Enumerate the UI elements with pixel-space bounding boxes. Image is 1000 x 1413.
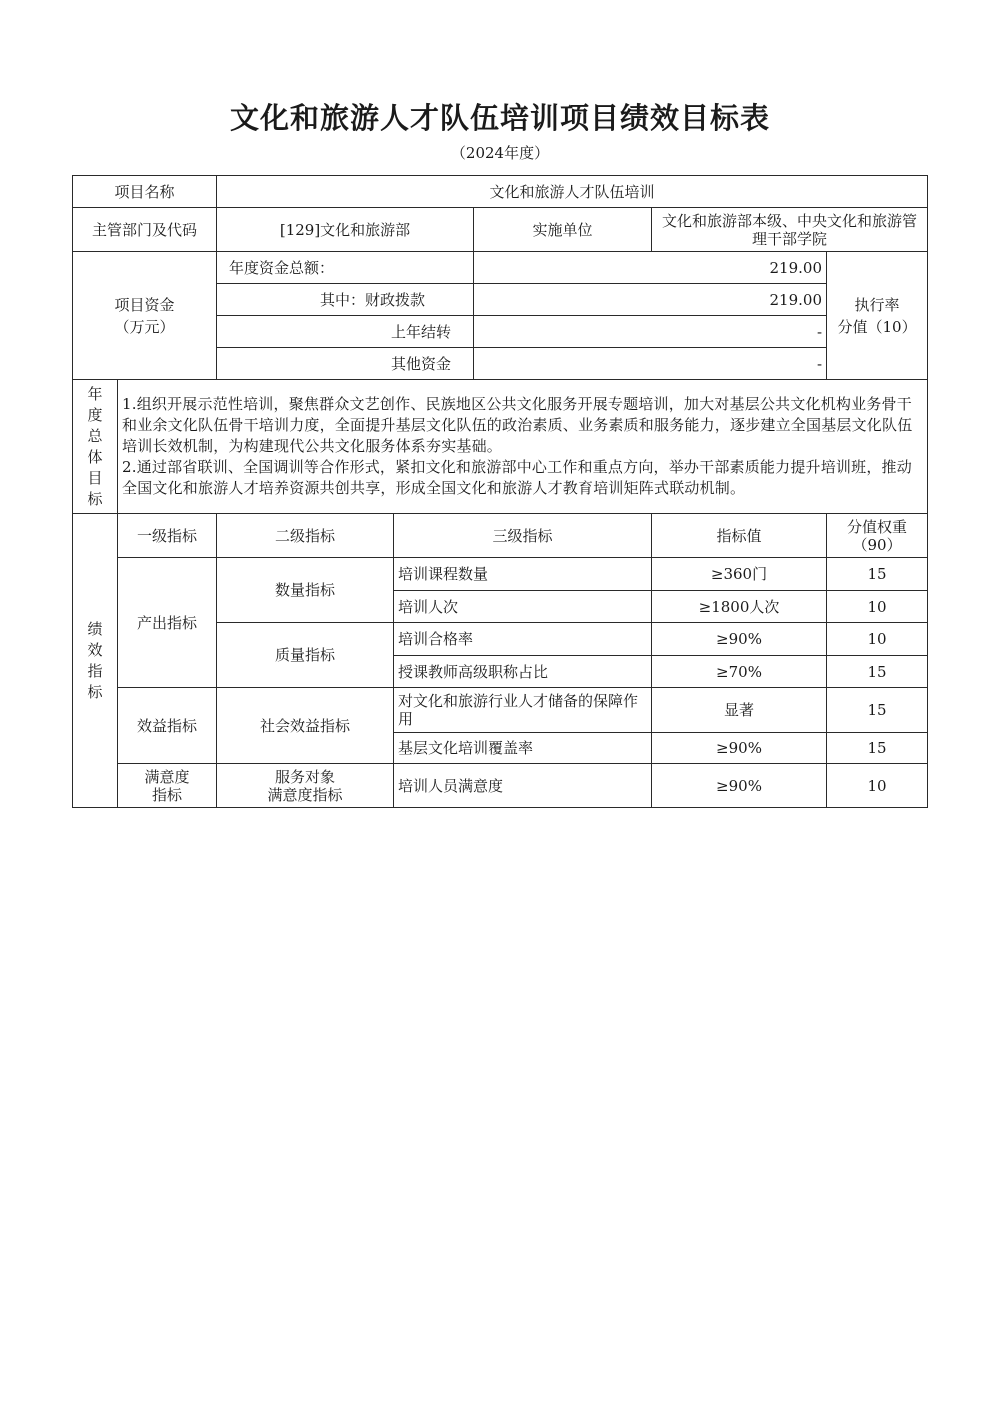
header-level1: 一级指标 <box>118 514 217 558</box>
department-label: 主管部门及代码 <box>73 208 217 252</box>
level3-indicator: 对文化和旅游行业人才储备的保障作用 <box>394 688 652 733</box>
level2-quality: 质量指标 <box>217 623 394 688</box>
table-row <box>73 688 928 733</box>
table-row <box>73 558 928 591</box>
annual-goals-row <box>73 380 928 514</box>
annual-goals-label: 年 度 总 体 目 标 <box>73 380 118 514</box>
funds-carryover-value: - <box>474 316 827 348</box>
level3-indicator: 培训人次 <box>394 591 652 623</box>
level3-indicator: 培训人员满意度 <box>394 764 652 808</box>
indicators-label: 绩 效 指 标 <box>73 514 118 808</box>
header-level3: 三级指标 <box>394 514 652 558</box>
department-value: [129]文化和旅游部 <box>217 208 474 252</box>
funds-total-value: 219.00 <box>474 252 827 284</box>
indicator-header-row <box>73 514 928 558</box>
page-subtitle: （2024年度） <box>450 144 550 162</box>
level3-indicator: 授课教师高级职称占比 <box>394 656 652 688</box>
funds-other-label: 其他资金 <box>217 348 474 380</box>
indicator-weight: 15 <box>827 558 928 591</box>
department-row <box>73 208 928 252</box>
indicator-value: ≥90% <box>652 733 827 764</box>
indicator-weight: 15 <box>827 688 928 733</box>
funds-fiscal-label: 其中：财政拨款 <box>217 284 474 316</box>
header-level2: 二级指标 <box>217 514 394 558</box>
level3-indicator: 培训合格率 <box>394 623 652 656</box>
level2-social: 社会效益指标 <box>217 688 394 764</box>
indicator-value: ≥90% <box>652 764 827 808</box>
performance-table <box>72 175 928 808</box>
level3-indicator: 基层文化培训覆盖率 <box>394 733 652 764</box>
indicator-weight: 15 <box>827 733 928 764</box>
indicator-value: ≥1800人次 <box>652 591 827 623</box>
table-row <box>73 764 928 808</box>
header-value: 指标值 <box>652 514 827 558</box>
indicator-value: 显著 <box>652 688 827 733</box>
level3-indicator: 培训课程数量 <box>394 558 652 591</box>
annual-goals-text: 1.组织开展示范性培训，聚焦群众文艺创作、民族地区公共文化服务开展专题培训，加大对基层公共文化机构业务骨干和业余文化队伍骨干培训力度，全面提升基层文化队伍的政治素质、业务素质和服务能力，逐步建立全国基层文化队伍培训长效机制，为构建现代公共文化服务体系夯实基础。 2.通过部省联训、全国调训等合作形式，紧扣文化和旅游部中心工作和重点方向，举办干部素质能力提升培训班，推动全国文化和旅游人才培养资源共创共享，形成全国文化和旅游人才教育培训矩阵式联动机制。 <box>118 380 928 514</box>
project-name-label: 项目名称 <box>73 176 217 208</box>
funds-label: 项目资金 （万元） <box>73 252 217 380</box>
page-title: 文化和旅游人才队伍培训项目绩效目标表 <box>229 101 770 135</box>
indicator-value: ≥70% <box>652 656 827 688</box>
indicator-weight: 10 <box>827 591 928 623</box>
indicator-value: ≥360门 <box>652 558 827 591</box>
funds-carryover-label: 上年结转 <box>217 316 474 348</box>
execution-rate-label: 执行率 分值（10） <box>827 252 928 380</box>
project-name-row <box>73 176 928 208</box>
header-weight: 分值权重 （90） <box>827 514 928 558</box>
level2-service: 服务对象 满意度指标 <box>217 764 394 808</box>
funds-fiscal-value: 219.00 <box>474 284 827 316</box>
funds-total-row <box>73 252 928 284</box>
level2-quantity: 数量指标 <box>217 558 394 623</box>
funds-total-label: 年度资金总额： <box>217 252 474 284</box>
implementing-unit-label: 实施单位 <box>474 208 652 252</box>
indicator-weight: 10 <box>827 623 928 656</box>
level1-benefit: 效益指标 <box>118 688 217 764</box>
indicator-weight: 15 <box>827 656 928 688</box>
implementing-unit-value: 文化和旅游部本级、中央文化和旅游管理干部学院 <box>652 208 928 252</box>
level1-satisfaction: 满意度 指标 <box>118 764 217 808</box>
indicator-weight: 10 <box>827 764 928 808</box>
indicator-value: ≥90% <box>652 623 827 656</box>
project-name-value: 文化和旅游人才队伍培训 <box>217 176 928 208</box>
funds-other-value: - <box>474 348 827 380</box>
level1-output: 产出指标 <box>118 558 217 688</box>
